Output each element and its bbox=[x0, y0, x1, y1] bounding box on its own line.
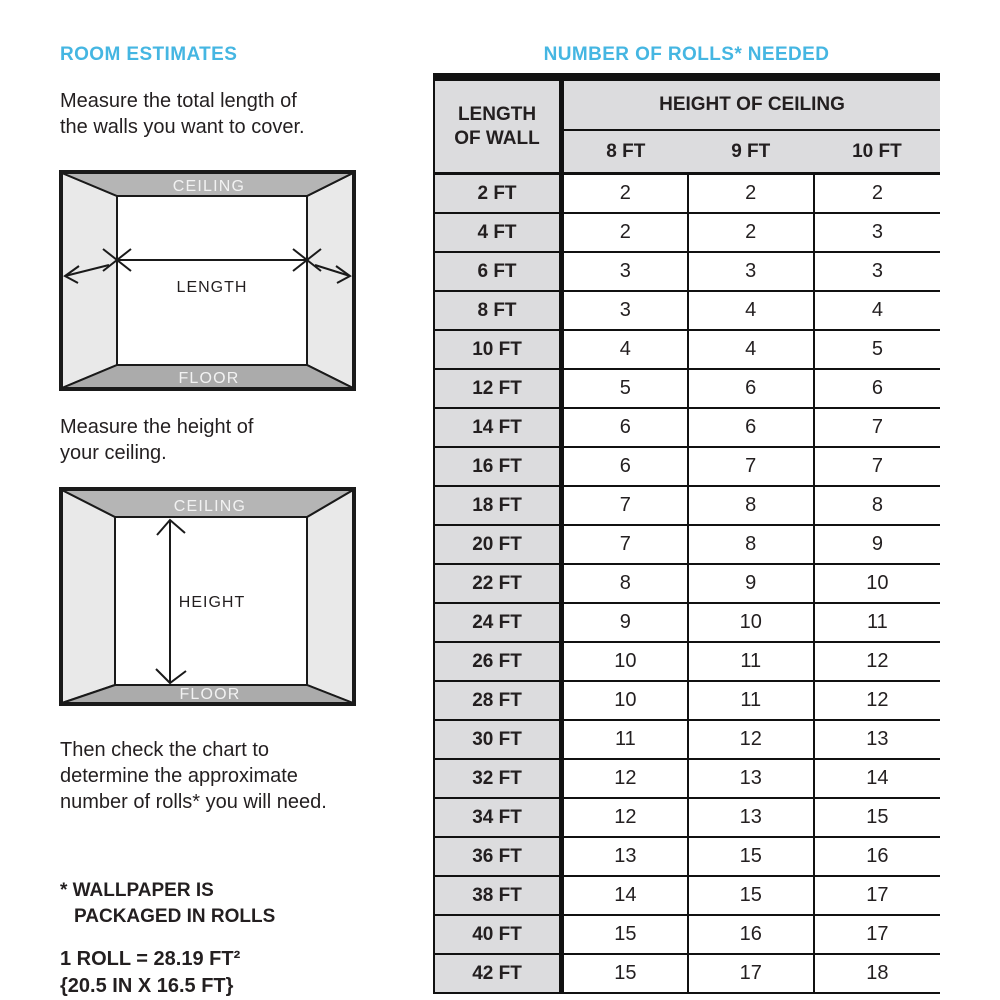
roll-count-cell: 10 bbox=[814, 564, 940, 603]
roll-count-cell: 15 bbox=[688, 837, 814, 876]
table-row bbox=[434, 837, 940, 876]
rolls-needed-table bbox=[433, 73, 940, 994]
roll-count-cell: 14 bbox=[814, 759, 940, 798]
row-label: 22 FT bbox=[434, 564, 562, 603]
text-line: determine the approximate bbox=[60, 765, 298, 787]
left-wall-face bbox=[62, 490, 115, 703]
table-row bbox=[434, 525, 940, 564]
table-row bbox=[434, 486, 940, 525]
roll-count-cell: 8 bbox=[814, 486, 940, 525]
roll-count-cell: 15 bbox=[688, 876, 814, 915]
table-header-row bbox=[434, 77, 940, 130]
row-label: 6 FT bbox=[434, 252, 562, 291]
text-line: your ceiling. bbox=[60, 442, 167, 464]
rolls-table-body bbox=[434, 174, 940, 994]
roll-count-cell: 12 bbox=[562, 798, 688, 837]
roll-count-cell: 9 bbox=[562, 603, 688, 642]
roll-count-cell: 7 bbox=[688, 447, 814, 486]
rolls-needed-title: NUMBER OF ROLLS* NEEDED bbox=[543, 44, 830, 65]
left-wall-face bbox=[62, 173, 117, 388]
room-length-diagram bbox=[59, 170, 356, 391]
col-header-10ft: 10 FT bbox=[814, 130, 940, 174]
col-header-8ft: 8 FT bbox=[562, 130, 688, 174]
row-label: 34 FT bbox=[434, 798, 562, 837]
roll-count-cell: 7 bbox=[814, 447, 940, 486]
row-label: 18 FT bbox=[434, 486, 562, 525]
roll-count-cell: 11 bbox=[562, 720, 688, 759]
table-row bbox=[434, 252, 940, 291]
roll-count-cell: 2 bbox=[562, 174, 688, 214]
text-line: number of rolls* you will need. bbox=[60, 791, 327, 813]
roll-count-cell: 2 bbox=[688, 213, 814, 252]
roll-count-cell: 4 bbox=[688, 291, 814, 330]
text-line: the walls you want to cover. bbox=[60, 116, 305, 138]
roll-count-cell: 3 bbox=[688, 252, 814, 291]
roll-count-cell: 6 bbox=[562, 447, 688, 486]
floor-label: FLOOR bbox=[179, 686, 241, 703]
roll-count-cell: 3 bbox=[562, 252, 688, 291]
roll-count-cell: 8 bbox=[562, 564, 688, 603]
table-row bbox=[434, 564, 940, 603]
height-of-ceiling-header: HEIGHT OF CEILING bbox=[562, 77, 941, 130]
roll-count-cell: 3 bbox=[814, 213, 940, 252]
roll-count-cell: 11 bbox=[688, 642, 814, 681]
row-label: 32 FT bbox=[434, 759, 562, 798]
roll-count-cell: 6 bbox=[814, 369, 940, 408]
roll-count-cell: 4 bbox=[814, 291, 940, 330]
table-row bbox=[434, 603, 940, 642]
roll-count-cell: 11 bbox=[688, 681, 814, 720]
roll-count-cell: 2 bbox=[814, 174, 940, 214]
roll-spec bbox=[60, 946, 240, 1000]
roll-count-cell: 15 bbox=[562, 915, 688, 954]
roll-count-cell: 12 bbox=[814, 642, 940, 681]
text-line: Then check the chart to bbox=[60, 739, 270, 761]
ceiling-label: CEILING bbox=[173, 498, 247, 515]
row-label: 28 FT bbox=[434, 681, 562, 720]
roll-count-cell: 13 bbox=[562, 837, 688, 876]
room-height-diagram bbox=[59, 487, 356, 706]
roll-count-cell: 6 bbox=[688, 369, 814, 408]
text-line: LENGTH bbox=[457, 103, 537, 125]
roll-count-cell: 12 bbox=[562, 759, 688, 798]
roll-count-cell: 15 bbox=[562, 954, 688, 993]
roll-count-cell: 11 bbox=[814, 603, 940, 642]
roll-count-cell: 12 bbox=[688, 720, 814, 759]
roll-count-cell: 2 bbox=[688, 174, 814, 214]
row-label: 20 FT bbox=[434, 525, 562, 564]
row-label: 42 FT bbox=[434, 954, 562, 993]
roll-count-cell: 17 bbox=[814, 876, 940, 915]
roll-count-cell: 2 bbox=[562, 213, 688, 252]
table-row bbox=[434, 642, 940, 681]
text-line: {20.5 IN X 16.5 FT} bbox=[60, 975, 234, 997]
right-wall-face bbox=[307, 173, 353, 388]
length-of-wall-header bbox=[434, 77, 562, 174]
floor-label: FLOOR bbox=[178, 370, 240, 387]
table-row bbox=[434, 291, 940, 330]
roll-count-cell: 6 bbox=[688, 408, 814, 447]
text-line: * WALLPAPER IS bbox=[60, 880, 214, 901]
roll-count-cell: 12 bbox=[814, 681, 940, 720]
roll-count-cell: 17 bbox=[688, 954, 814, 993]
roll-count-cell: 13 bbox=[688, 759, 814, 798]
row-label: 4 FT bbox=[434, 213, 562, 252]
roll-count-cell: 14 bbox=[562, 876, 688, 915]
roll-count-cell: 6 bbox=[562, 408, 688, 447]
table-row bbox=[434, 213, 940, 252]
roll-count-cell: 13 bbox=[688, 798, 814, 837]
right-wall-face bbox=[307, 490, 353, 703]
roll-count-cell: 10 bbox=[562, 681, 688, 720]
roll-count-cell: 5 bbox=[562, 369, 688, 408]
table-row bbox=[434, 876, 940, 915]
roll-count-cell: 13 bbox=[814, 720, 940, 759]
roll-count-cell: 9 bbox=[688, 564, 814, 603]
table-row bbox=[434, 369, 940, 408]
table-row bbox=[434, 681, 940, 720]
roll-count-cell: 3 bbox=[562, 291, 688, 330]
roll-count-cell: 7 bbox=[562, 525, 688, 564]
table-row bbox=[434, 330, 940, 369]
roll-count-cell: 16 bbox=[814, 837, 940, 876]
step2-text bbox=[60, 414, 253, 466]
text-line: OF WALL bbox=[454, 127, 540, 149]
row-label: 38 FT bbox=[434, 876, 562, 915]
roll-count-cell: 10 bbox=[562, 642, 688, 681]
row-label: 40 FT bbox=[434, 915, 562, 954]
table-row bbox=[434, 720, 940, 759]
roll-count-cell: 17 bbox=[814, 915, 940, 954]
table-row bbox=[434, 798, 940, 837]
table-row bbox=[434, 174, 940, 214]
height-label: HEIGHT bbox=[178, 594, 246, 611]
table-row bbox=[434, 447, 940, 486]
row-label: 2 FT bbox=[434, 174, 562, 214]
text-line: Measure the height of bbox=[60, 416, 254, 438]
roll-count-cell: 3 bbox=[814, 252, 940, 291]
row-label: 30 FT bbox=[434, 720, 562, 759]
table-row bbox=[434, 915, 940, 954]
step1-text bbox=[60, 88, 305, 140]
table-row bbox=[434, 759, 940, 798]
row-label: 24 FT bbox=[434, 603, 562, 642]
table-row bbox=[434, 954, 940, 993]
roll-count-cell: 4 bbox=[688, 330, 814, 369]
roll-count-cell: 7 bbox=[814, 408, 940, 447]
roll-count-cell: 5 bbox=[814, 330, 940, 369]
row-label: 10 FT bbox=[434, 330, 562, 369]
roll-count-cell: 15 bbox=[814, 798, 940, 837]
roll-count-cell: 4 bbox=[562, 330, 688, 369]
text-line: Measure the total length of bbox=[60, 90, 297, 112]
text-line: 1 ROLL = 28.19 FT² bbox=[60, 948, 241, 970]
ceiling-label: CEILING bbox=[172, 178, 246, 195]
row-label: 14 FT bbox=[434, 408, 562, 447]
col-header-9ft: 9 FT bbox=[688, 130, 814, 174]
room-estimates-title: ROOM ESTIMATES bbox=[60, 44, 238, 65]
row-label: 8 FT bbox=[434, 291, 562, 330]
row-label: 12 FT bbox=[434, 369, 562, 408]
length-label: LENGTH bbox=[176, 279, 248, 296]
row-label: 36 FT bbox=[434, 837, 562, 876]
step3-text bbox=[60, 737, 327, 815]
roll-count-cell: 8 bbox=[688, 486, 814, 525]
roll-count-cell: 10 bbox=[688, 603, 814, 642]
roll-count-cell: 16 bbox=[688, 915, 814, 954]
text-line: PACKAGED IN ROLLS bbox=[74, 906, 276, 927]
roll-count-cell: 18 bbox=[814, 954, 940, 993]
row-label: 16 FT bbox=[434, 447, 562, 486]
row-label: 26 FT bbox=[434, 642, 562, 681]
roll-count-cell: 8 bbox=[688, 525, 814, 564]
roll-count-cell: 9 bbox=[814, 525, 940, 564]
table-row bbox=[434, 408, 940, 447]
wallpaper-footnote bbox=[60, 878, 275, 930]
roll-count-cell: 7 bbox=[562, 486, 688, 525]
